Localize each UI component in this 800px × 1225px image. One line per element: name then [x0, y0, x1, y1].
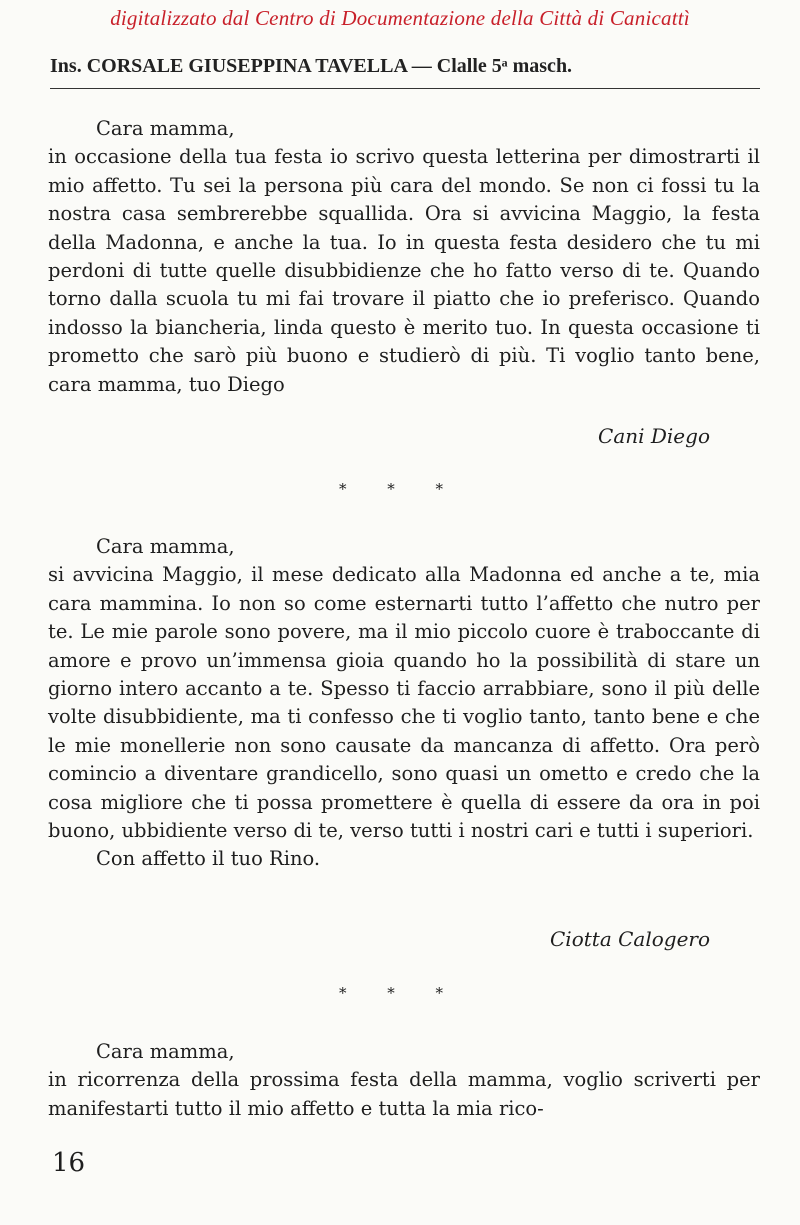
letter-2-signature: Ciotta Calogero — [550, 927, 710, 951]
letter-2-closing: Con affetto il tuo Rino. — [96, 847, 321, 871]
page-number: 16 — [52, 1148, 86, 1178]
section-separator: * * * — [338, 984, 462, 1002]
section-separator: * * * — [338, 480, 462, 498]
header-divider — [50, 88, 760, 89]
letter-2 — [48, 533, 760, 874]
letter-3-body: in ricorrenza della prossima festa della mamma, voglio scriverti per manifestarti tutto il mio affetto e tutta la mia rico- — [48, 1068, 760, 1120]
letter-2-salutation: Cara mamma, — [96, 535, 235, 558]
letter-1-salutation: Cara mamma, — [96, 117, 235, 140]
watermark: digitalizzato dal Centro di Documentazione della Città di Canicattì — [110, 6, 690, 30]
letter-1-signature: Cani Diego — [598, 424, 710, 448]
letter-3-salutation: Cara mamma, — [96, 1040, 235, 1063]
letter-2-body: si avvicina Maggio, il mese dedicato alla Madonna ed anche a te, mia cara mammina. Io non so come esternarti tutto l’affetto che nutro per te. Le mie parole sono povere, ma il mio piccolo cuore è traboccante di amore e provo un’immensa gioia quando ho la possibilità di stare un giorno intero accanto a te. Spesso ti faccio arrabbiare, sono il più delle volte disubbidiente, ma ti confesso che ti voglio tanto, tanto bene e che le mie monellerie non sono causate da mancanza di affetto. Ora però comincio a diventare grandicello, sono quasi un ometto e credo che la cosa migliore che ti possa promettere è quella di essere da ora in poi buono, ubbidiente verso di te, verso tutti i nostri cari e tutti i superiori. — [48, 563, 760, 843]
page-header: Ins. CORSALE GIUSEPPINA TAVELLA — Clalle 5ᵃ masch. — [50, 55, 573, 77]
letter-3 — [48, 1038, 760, 1123]
letter-1 — [48, 115, 760, 399]
letter-1-body: in occasione della tua festa io scrivo questa letterina per dimostrarti il mio affetto. Tu sei la persona più cara del mondo. Se non ci fossi tu la nostra casa sembrerebbe squallida. Ora si avvicina Maggio, la festa della Madonna, e anche la tua. Io in questa festa desidero che tu mi perdoni di tutte quelle disubbidienze che ho fatto verso di te. Quando torno dalla scuola tu mi fai trovare il piatto che io preferisco. Quando indosso la biancheria, linda questo è merito tuo. In questa occasione ti prometto che sarò più buono e studierò di più. Ti voglio tanto bene, cara mamma, tuo Diego — [48, 145, 760, 396]
